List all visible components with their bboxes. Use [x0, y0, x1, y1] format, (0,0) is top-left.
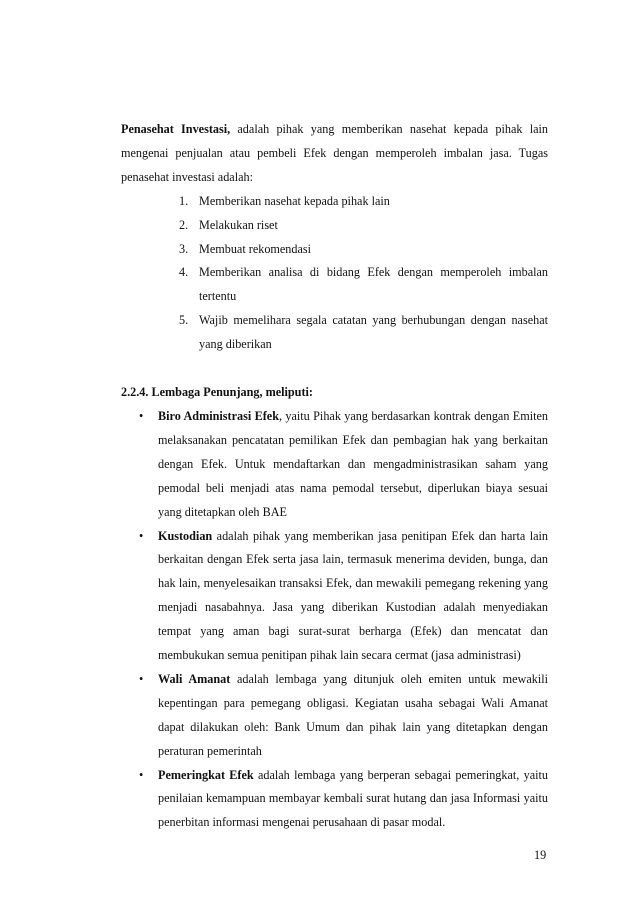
- list-item: [121, 525, 548, 668]
- page-body: [121, 118, 548, 835]
- item-number: 5.: [179, 313, 189, 328]
- section-heading: 2.2.4. Lembaga Penunjang, meliputi:: [121, 385, 313, 400]
- item-text: adalah pihak yang memberikan jasa penitipan Efek dan harta lain berkaitan dengan Efek serta jasa lain, termasuk menerima deviden, bunga, dan hak lain, menyelesaikan transaksi Efek, dan mewakili pemegang rekening yang menjadi nasabahnya. Jasa yang diberikan Kustodian adalah menyediakan tempat yang aman bagi surat-surat berharga (Efek) dan mencatat dan membukukan semua penitipan pihak lain secara cermat (jasa administrasi): [158, 528, 548, 663]
- section-lembaga-penunjang: [121, 381, 548, 835]
- page-number: 19: [534, 848, 547, 862]
- item-text: Melakukan riset: [199, 217, 278, 232]
- list-item: [121, 668, 548, 764]
- list-item: [121, 309, 548, 357]
- institutions-list: [121, 405, 548, 835]
- item-text: Memberikan nasehat kepada pihak lain: [199, 193, 390, 208]
- list-item: [121, 238, 548, 262]
- item-term: Biro Administrasi Efek: [158, 408, 279, 423]
- list-item: [121, 405, 548, 525]
- item-term: Wali Amanat: [158, 671, 231, 686]
- item-number: 1.: [179, 193, 189, 208]
- item-text: adalah lembaga yang ditunjuk oleh emiten untuk mewakili kepentingan para pemegang obligasi. Kegiatan usaha sebagai Wali Amanat dapat dilakukan oleh: Bank Umum dan pihak lain yang ditetapkan dengan peraturan pemerintah: [158, 671, 548, 758]
- bullet-icon: •: [139, 528, 144, 543]
- item-term: Kustodian: [158, 528, 213, 543]
- item-text: adalah lembaga yang berperan sebagai pemeringkat, yaitu penilaian kemampuan membayar kembali surat hutang dan jasa Informasi yaitu penerbitan informasi mengenai perusahaan di pasar modal.: [158, 767, 548, 830]
- list-item: [121, 261, 548, 309]
- item-text: Memberikan analisa di bidang Efek dengan memperoleh imbalan tertentu: [199, 265, 548, 304]
- item-number: 2.: [179, 217, 189, 232]
- item-term: Pemeringkat Efek: [158, 767, 254, 782]
- item-number: 3.: [179, 241, 189, 256]
- duties-list: [121, 190, 548, 357]
- bullet-icon: •: [139, 671, 144, 686]
- bullet-icon: •: [139, 767, 144, 782]
- item-text: Membuat rekomendasi: [199, 241, 312, 256]
- item-text: , yaitu Pihak yang berdasarkan kontrak dengan Emiten melaksanakan pencatatan pemilikan Efek dan pembagian hak yang berkaitan dengan Efek. Untuk mendaftarkan dan mengadministrasikan saham yang pemodal beli menjadi atas nama pemodal tersebut, diperlukan biaya sesuai yang ditetapkan oleh BAE: [158, 408, 548, 519]
- intro-term: Penasehat Investasi,: [121, 122, 231, 136]
- intro-text: adalah pihak yang memberikan nasehat kepada pihak lain mengenai penjualan atau pembeli Efek dengan memperoleh imbalan jasa. Tugas penasehat investasi adalah:: [121, 122, 549, 184]
- item-text: Wajib memelihara segala catatan yang berhubungan dengan nasehat yang diberikan: [199, 313, 548, 352]
- intro-paragraph: [121, 118, 548, 190]
- list-item: [121, 190, 548, 214]
- list-item: [121, 214, 548, 238]
- list-item: [121, 764, 548, 836]
- item-number: 4.: [179, 265, 189, 280]
- bullet-icon: •: [139, 408, 144, 423]
